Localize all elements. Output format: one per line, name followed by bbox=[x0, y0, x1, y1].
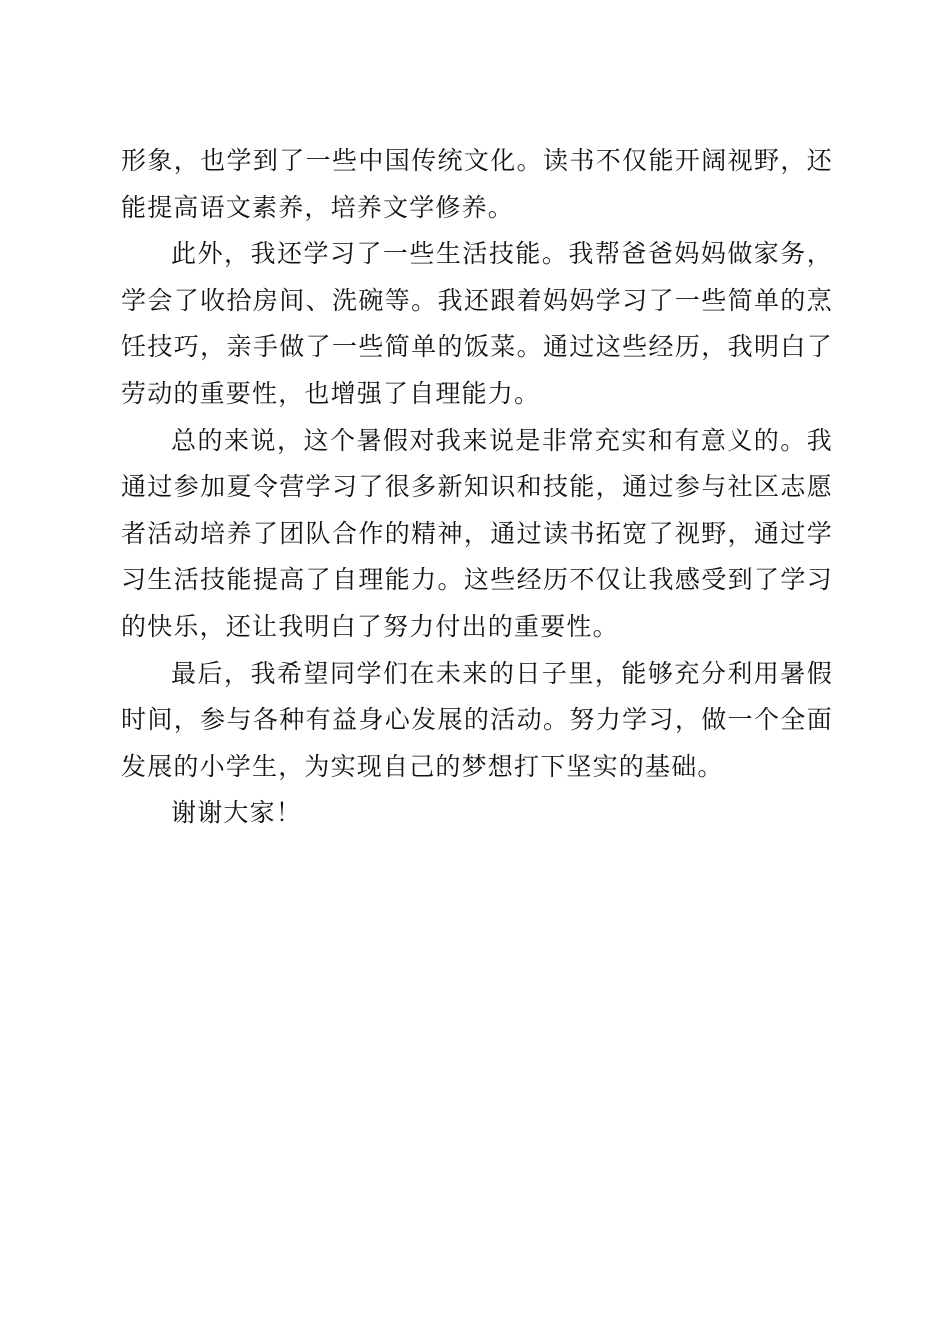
paragraph-thanks: 谢谢大家！ bbox=[171, 798, 303, 828]
paragraph-life-skills: 此外，我还学习了一些生活技能。我帮爸爸妈妈做家务，学会了收拾房间、洗碗等。我还跟着妈妈学习了一些简单的烹饪技巧，亲手做了一些简单的饭菜。通过这些经历，我明白了劳动的重要性，也增强了自理能力。 bbox=[121, 239, 833, 408]
paragraph-summary: 总的来说，这个暑假对我来说是非常充实和有意义的。我通过参加夏令营学习了很多新知识和技能，通过参与社区志愿者活动培养了团队合作的精神，通过读书拓宽了视野，通过学习生活技能提高了自理能力。这些经历不仅让我感受到了学习的快乐，还让我明白了努力付出的重要性。 bbox=[121, 425, 833, 641]
paragraph-closing-wish: 最后，我希望同学们在未来的日子里，能够充分利用暑假时间，参与各种有益身心发展的活动。努力学习，做一个全面发展的小学生，为实现自己的梦想打下坚实的基础。 bbox=[121, 658, 833, 781]
paragraph-continuation: 形象，也学到了一些中国传统文化。读书不仅能开阔视野，还能提高语文素养，培养文学修养。 bbox=[121, 146, 833, 222]
document-body bbox=[121, 138, 833, 837]
